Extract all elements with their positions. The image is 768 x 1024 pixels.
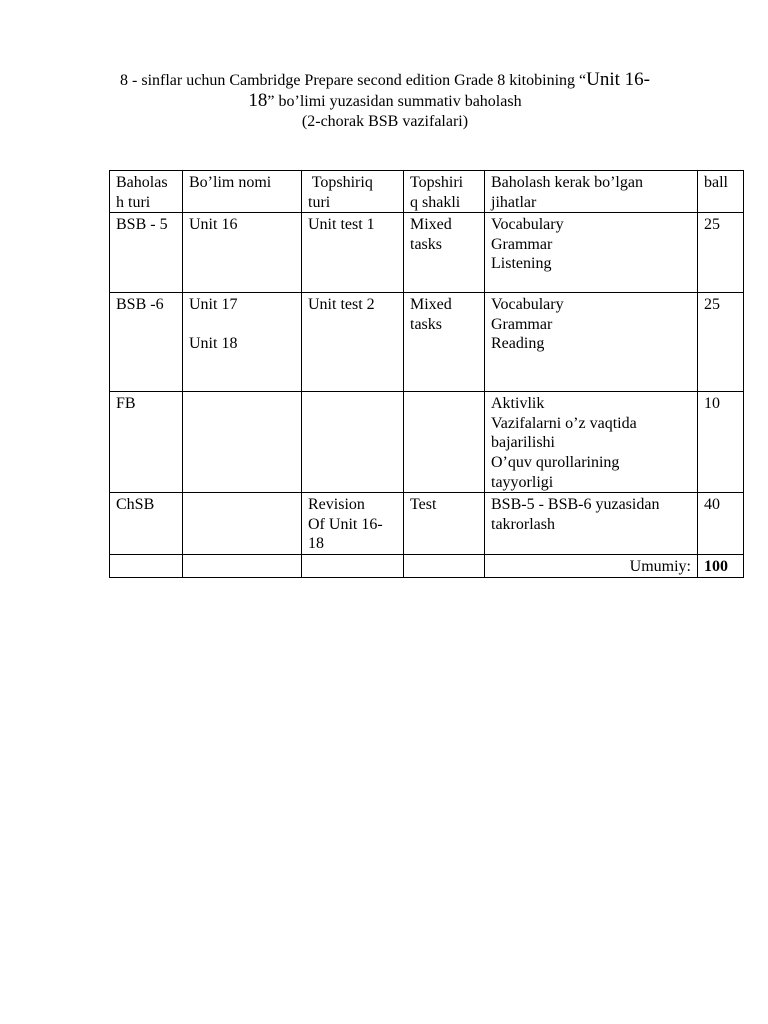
table-row: [110, 493, 744, 555]
cell-type: BSB -6: [110, 293, 183, 392]
cell-form: [404, 392, 485, 493]
header-task-form: Topshiri q shakli: [404, 171, 485, 213]
cell-type: BSB - 5: [110, 213, 183, 293]
header-section-name: Bo’lim nomi: [183, 171, 302, 213]
title-line-1-unit: Unit 16-: [586, 69, 650, 90]
cell-ball: 25: [698, 293, 744, 392]
cell-ball: 40: [698, 493, 744, 555]
header-ball: ball: [698, 171, 744, 213]
cell-criteria: BSB-5 - BSB-6 yuzasidan takrorlash: [485, 493, 698, 555]
cell-form: Test: [404, 493, 485, 555]
table-total-row: [110, 554, 744, 577]
cell-empty: [404, 554, 485, 577]
cell-ball: 10: [698, 392, 744, 493]
title-line-2-unit: 18: [248, 90, 268, 111]
cell-form: Mixed tasks: [404, 293, 485, 392]
cell-task: Revision Of Unit 16- 18: [302, 493, 404, 555]
total-value: 100: [698, 554, 744, 577]
cell-task: Unit test 1: [302, 213, 404, 293]
header-assessment-type: Baholas h turi: [110, 171, 183, 213]
document-subtitle: (2-chorak BSB vazifalari): [301, 113, 469, 130]
table-row: [110, 213, 744, 293]
cell-section: [183, 493, 302, 555]
cell-criteria: Aktivlik Vazifalarni o’z vaqtida bajarilishi O’quv qurollarining tayyorligi: [485, 392, 698, 493]
table-row: [110, 392, 744, 493]
cell-empty: [302, 554, 404, 577]
cell-criteria: Vocabulary Grammar Listening: [485, 213, 698, 293]
table-header-row: [110, 171, 744, 213]
assessment-table: [109, 170, 744, 578]
cell-empty: [110, 554, 183, 577]
cell-task: [302, 392, 404, 493]
total-label: Umumiy:: [485, 554, 698, 577]
cell-section: Unit 17 Unit 18: [183, 293, 302, 392]
cell-section: [183, 392, 302, 493]
header-task-type: Topshiriq turi: [302, 171, 404, 213]
cell-empty: [183, 554, 302, 577]
title-line-1-prefix: 8 - sinflar uchun Cambridge Prepare second edition Grade 8 kitobining “: [120, 72, 587, 89]
cell-criteria: Vocabulary Grammar Reading: [485, 293, 698, 392]
document-title: [60, 70, 710, 132]
cell-type: FB: [110, 392, 183, 493]
cell-section: Unit 16: [183, 213, 302, 293]
cell-task: Unit test 2: [302, 293, 404, 392]
cell-form: Mixed tasks: [404, 213, 485, 293]
cell-type: ChSB: [110, 493, 183, 555]
header-criteria: Baholash kerak bo’lgan jihatlar: [485, 171, 698, 213]
table-row: [110, 293, 744, 392]
cell-ball: 25: [698, 213, 744, 293]
title-line-2: [60, 91, 710, 112]
title-line-1: [60, 70, 710, 91]
title-line-2-suffix: ” bo’limi yuzasidan summativ baholash: [267, 93, 522, 110]
